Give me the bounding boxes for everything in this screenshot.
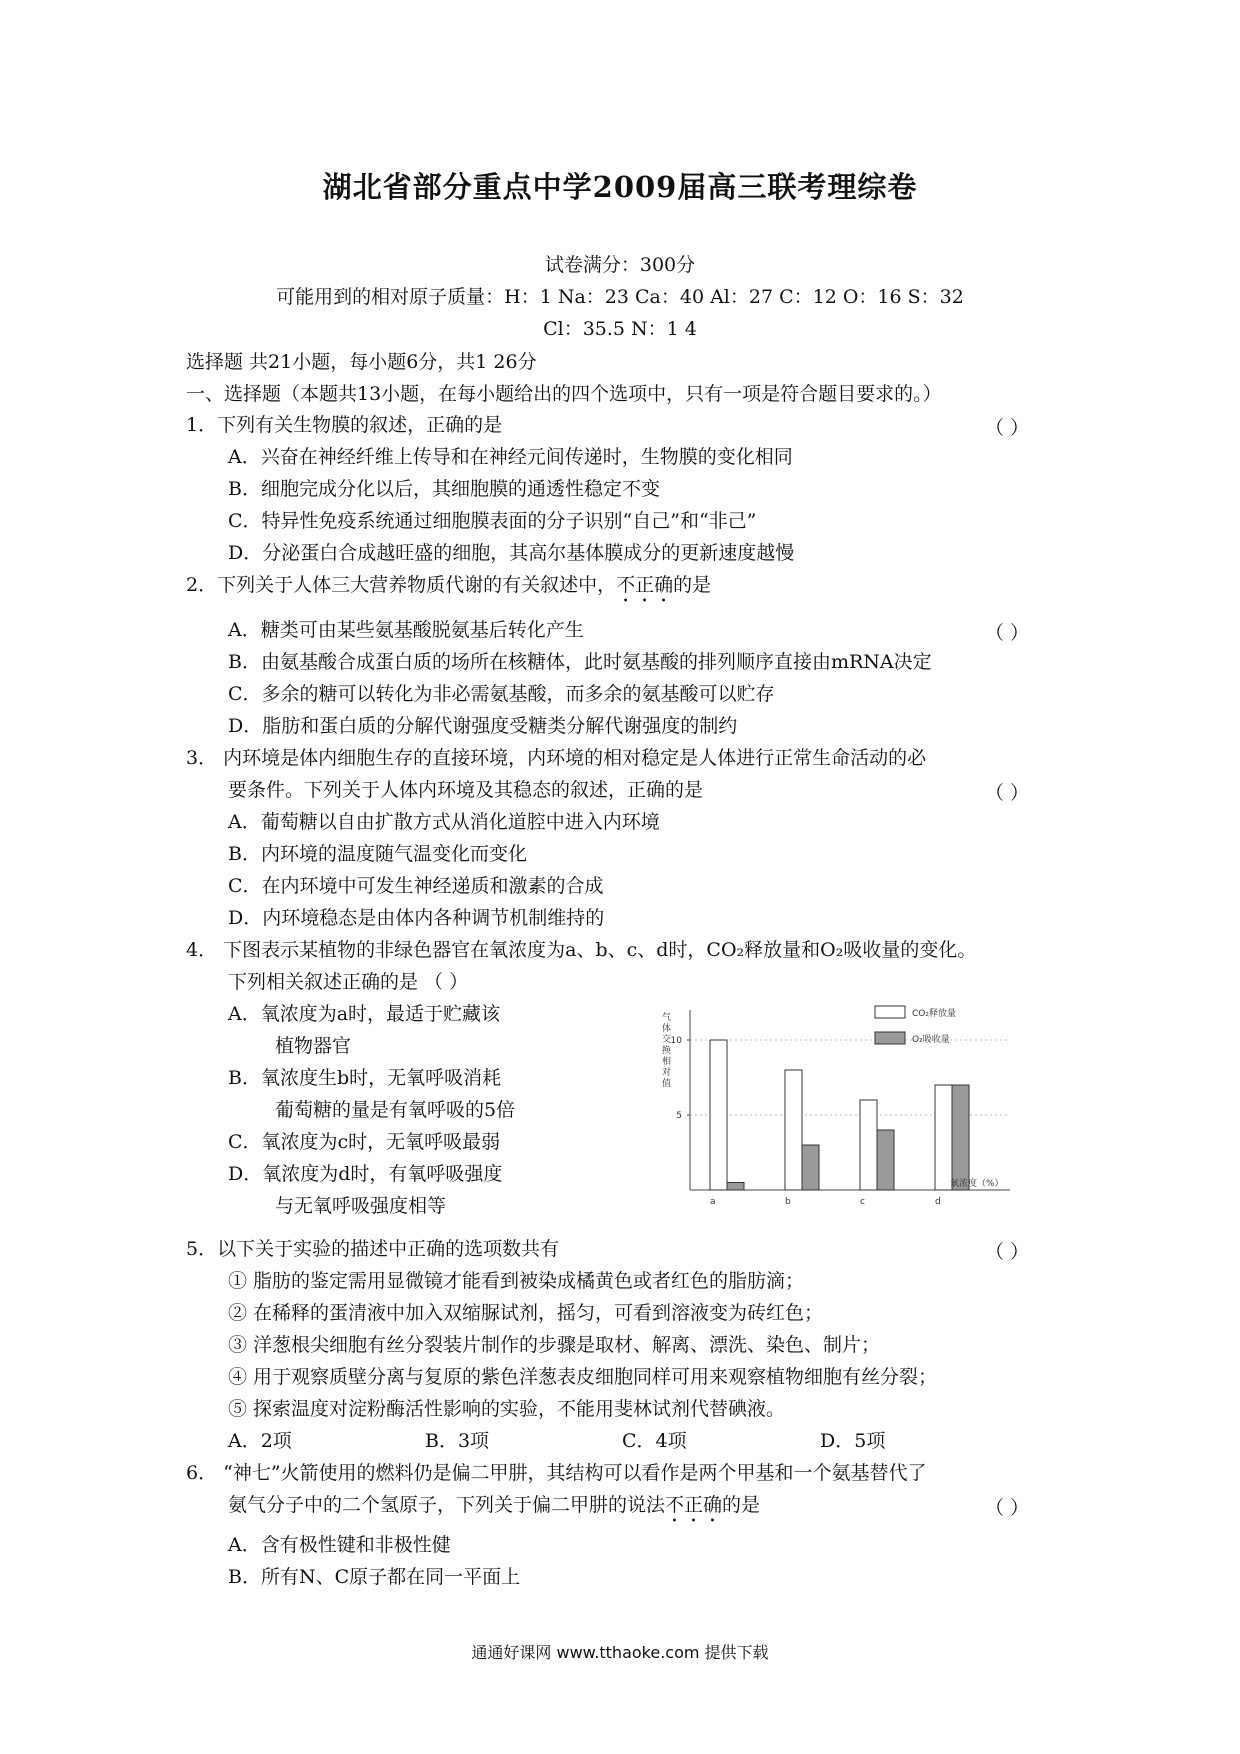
q3-stem-line-1: 3． 内环境是体内细胞生存的直接环境，内环境的相对稳定是人体进行正常生命活动的必 bbox=[186, 747, 927, 769]
atomic-mass-line-1: 可能用到的相对原子质量：H：1 Na：23 Ca：40 Al：27 C：12 O：16 S：32 bbox=[276, 286, 964, 308]
q5-item-4: ④ 用于观察质壁分离与复原的紫色洋葱表皮细胞同样可用来观察植物细胞有丝分裂； bbox=[228, 1366, 938, 1388]
q1-option-a: A．兴奋在神经纤维上传导和在神经元间传递时，生物膜的变化相同 bbox=[228, 446, 793, 468]
q4-stem-line-1: 4． 下图表示某植物的非绿色器官在氧浓度为a、b、c、d时，CO₂释放量和O₂吸收量的变化。 bbox=[186, 939, 977, 961]
chart-y-axis-label-char: 换 bbox=[662, 1046, 672, 1056]
q4-stem-line-2: 下列相关叙述正确的是 （ ） bbox=[228, 971, 469, 993]
q1-option-d: D．分泌蛋白合成越旺盛的细胞，其高尔基体膜成分的更新速度越慢 bbox=[228, 542, 795, 564]
q5-option-c: C．4项 bbox=[622, 1430, 687, 1452]
chart-x-tick-label: d bbox=[935, 1197, 941, 1207]
q6-option-a: A．含有极性键和非极性健 bbox=[228, 1534, 451, 1556]
chart-bar-o2-d bbox=[952, 1085, 969, 1190]
q6-stem-line-1: 6． “神七”火箭使用的燃料仍是偏二甲肼，其结构可以看作是两个甲基和一个氨基替代了 bbox=[186, 1462, 927, 1484]
chart-y-axis-label-char: 气 bbox=[662, 1013, 672, 1023]
q1-option-b: B．细胞完成分化以后，其细胞膜的通透性稳定不变 bbox=[228, 478, 660, 500]
q3-stem-line-2: 要条件。下列关于人体内环境及其稳态的叙述，正确的是 bbox=[228, 779, 704, 801]
q3-option-b: B．内环境的温度随气温变化而变化 bbox=[228, 843, 527, 865]
q5-answer-paren: （ ） bbox=[985, 1241, 1030, 1263]
q2-stem: 2．下列关于人体三大营养物质代谢的有关叙述中，不正确的是 bbox=[186, 574, 712, 596]
chart-bar-o2-b bbox=[802, 1145, 819, 1190]
q3-option-c: C．在内环境中可发生神经递质和激素的合成 bbox=[228, 875, 604, 897]
q2-option-a: A．糖类可由某些氨基酸脱氨基后转化产生 bbox=[228, 619, 584, 641]
chart-bar-co2-d bbox=[935, 1085, 952, 1190]
chart-y-axis-label bbox=[662, 1011, 671, 1089]
q4-option-a-line-1: A．氧浓度为a时，最适于贮藏该 bbox=[228, 1003, 501, 1025]
q4-option-d-line-1: D．氧浓度为d时，有氧呼吸强度 bbox=[228, 1163, 503, 1185]
chart-bar-co2-b bbox=[785, 1070, 802, 1190]
q6-option-b: B．所有N、C原子都在同一平面上 bbox=[228, 1566, 521, 1588]
chart-legend-label: CO₂释放量 bbox=[912, 1009, 956, 1019]
q4-option-b-line-2: 葡萄糖的量是有氧呼吸的5倍 bbox=[275, 1099, 516, 1121]
q2-option-b: B．由氨基酸合成蛋白质的场所在核糖体，此时氨基酸的排列顺序直接由mRNA决定 bbox=[228, 651, 932, 673]
section-intro: 一、选择题（本题共13小题，在每小题给出的四个选项中，只有一项是符合题目要求的。） bbox=[186, 383, 942, 405]
chart-legend-label: O₂吸收量 bbox=[912, 1035, 950, 1045]
q4-option-b-line-1: B．氧浓度生b时，无氧呼吸消耗 bbox=[228, 1067, 502, 1089]
q3-option-a: A．葡萄糖以自由扩散方式从消化道腔中进入内环境 bbox=[228, 811, 660, 833]
section-summary: 选择题 共21小题，每小题6分，共1 26分 bbox=[186, 351, 537, 373]
chart-legend-swatch bbox=[875, 1032, 905, 1044]
q4-option-d-line-2: 与无氧呼吸强度相等 bbox=[275, 1195, 447, 1217]
chart-bar-co2-c bbox=[860, 1100, 877, 1190]
q5-item-2: ② 在稀释的蛋清液中加入双缩脲试剂，摇匀，可看到溶液变为砖红色； bbox=[228, 1302, 824, 1324]
chart-bar-o2-c bbox=[877, 1130, 894, 1190]
chart-bar-co2-a bbox=[710, 1040, 727, 1190]
q6-answer-paren: （ ） bbox=[985, 1497, 1030, 1519]
page-title: 湖北省部分重点中学2009届高三联考理综卷 bbox=[322, 170, 918, 204]
chart-y-axis-label-char: 对 bbox=[662, 1068, 672, 1078]
atomic-mass-line-2: Cl：35.5 N：1 4 bbox=[543, 318, 697, 340]
chart-x-axis-label: 氧浓度（%） bbox=[950, 1179, 1004, 1189]
q5-item-3: ③ 洋葱根尖细胞有丝分裂装片制作的步骤是取材、解离、漂洗、染色、制片； bbox=[228, 1334, 881, 1356]
chart-legend-swatch bbox=[875, 1006, 905, 1018]
chart-x-tick-label: a bbox=[710, 1197, 716, 1207]
chart-y-axis-label-char: 相 bbox=[662, 1057, 672, 1067]
q5-option-d: D．5项 bbox=[820, 1430, 886, 1452]
q6-stem-line-2: 氨气分子中的二个氢原子，下列关于偏二甲肼的说法不正确的是 bbox=[228, 1494, 761, 1516]
chart-y-tick-label: 5 bbox=[676, 1111, 682, 1121]
footer-source: 通通好课网 www.tthaoke.com 提供下载 bbox=[471, 1643, 769, 1662]
q4-option-a-line-2: 植物器官 bbox=[275, 1035, 352, 1057]
q2-option-c: C．多余的糖可以转化为非必需氨基酸，而多余的氨基酸可以贮存 bbox=[228, 683, 775, 705]
chart-y-axis-label-char: 值 bbox=[662, 1079, 672, 1089]
q1-stem: 1．下列有关生物膜的叙述，正确的是 bbox=[186, 414, 503, 436]
q3-option-d: D．内环境稳态是由体内各种调节机制维持的 bbox=[228, 907, 605, 929]
q4-bar-chart bbox=[650, 990, 1030, 1220]
chart-y-axis-label-char: 交 bbox=[662, 1035, 672, 1045]
chart-x-tick-label: b bbox=[785, 1197, 791, 1207]
q5-stem: 5．以下关于实验的描述中正确的选项数共有 bbox=[186, 1238, 560, 1260]
q3-answer-paren: （ ） bbox=[985, 782, 1030, 804]
q5-item-1: ① 脂肪的鉴定需用显微镜才能看到被染成橘黄色或者红色的脂肪滴； bbox=[228, 1270, 805, 1292]
q2-option-d: D．脂肪和蛋白质的分解代谢强度受糖类分解代谢强度的制约 bbox=[228, 715, 738, 737]
q1-answer-paren: （ ） bbox=[985, 417, 1030, 439]
q2-answer-paren: （ ） bbox=[985, 622, 1030, 644]
chart-y-axis-label-char: 体 bbox=[662, 1024, 672, 1034]
q5-item-5: ⑤ 探索温度对淀粉酶活性影响的实验，不能用斐林试剂代替碘液。 bbox=[228, 1398, 786, 1420]
q5-option-b: B．3项 bbox=[425, 1430, 490, 1452]
q1-option-c: C．特异性免疫系统通过细胞膜表面的分子识别“自己”和“非己” bbox=[228, 510, 757, 532]
q5-option-a: A．2项 bbox=[228, 1430, 292, 1452]
chart-x-tick-label: c bbox=[860, 1197, 865, 1207]
chart-y-tick-label: 10 bbox=[670, 1036, 682, 1046]
chart-bar-o2-a bbox=[727, 1183, 744, 1191]
q4-option-c: C．氧浓度为c时，无氧呼吸最弱 bbox=[228, 1131, 501, 1153]
full-score: 试卷满分：300分 bbox=[544, 254, 696, 276]
